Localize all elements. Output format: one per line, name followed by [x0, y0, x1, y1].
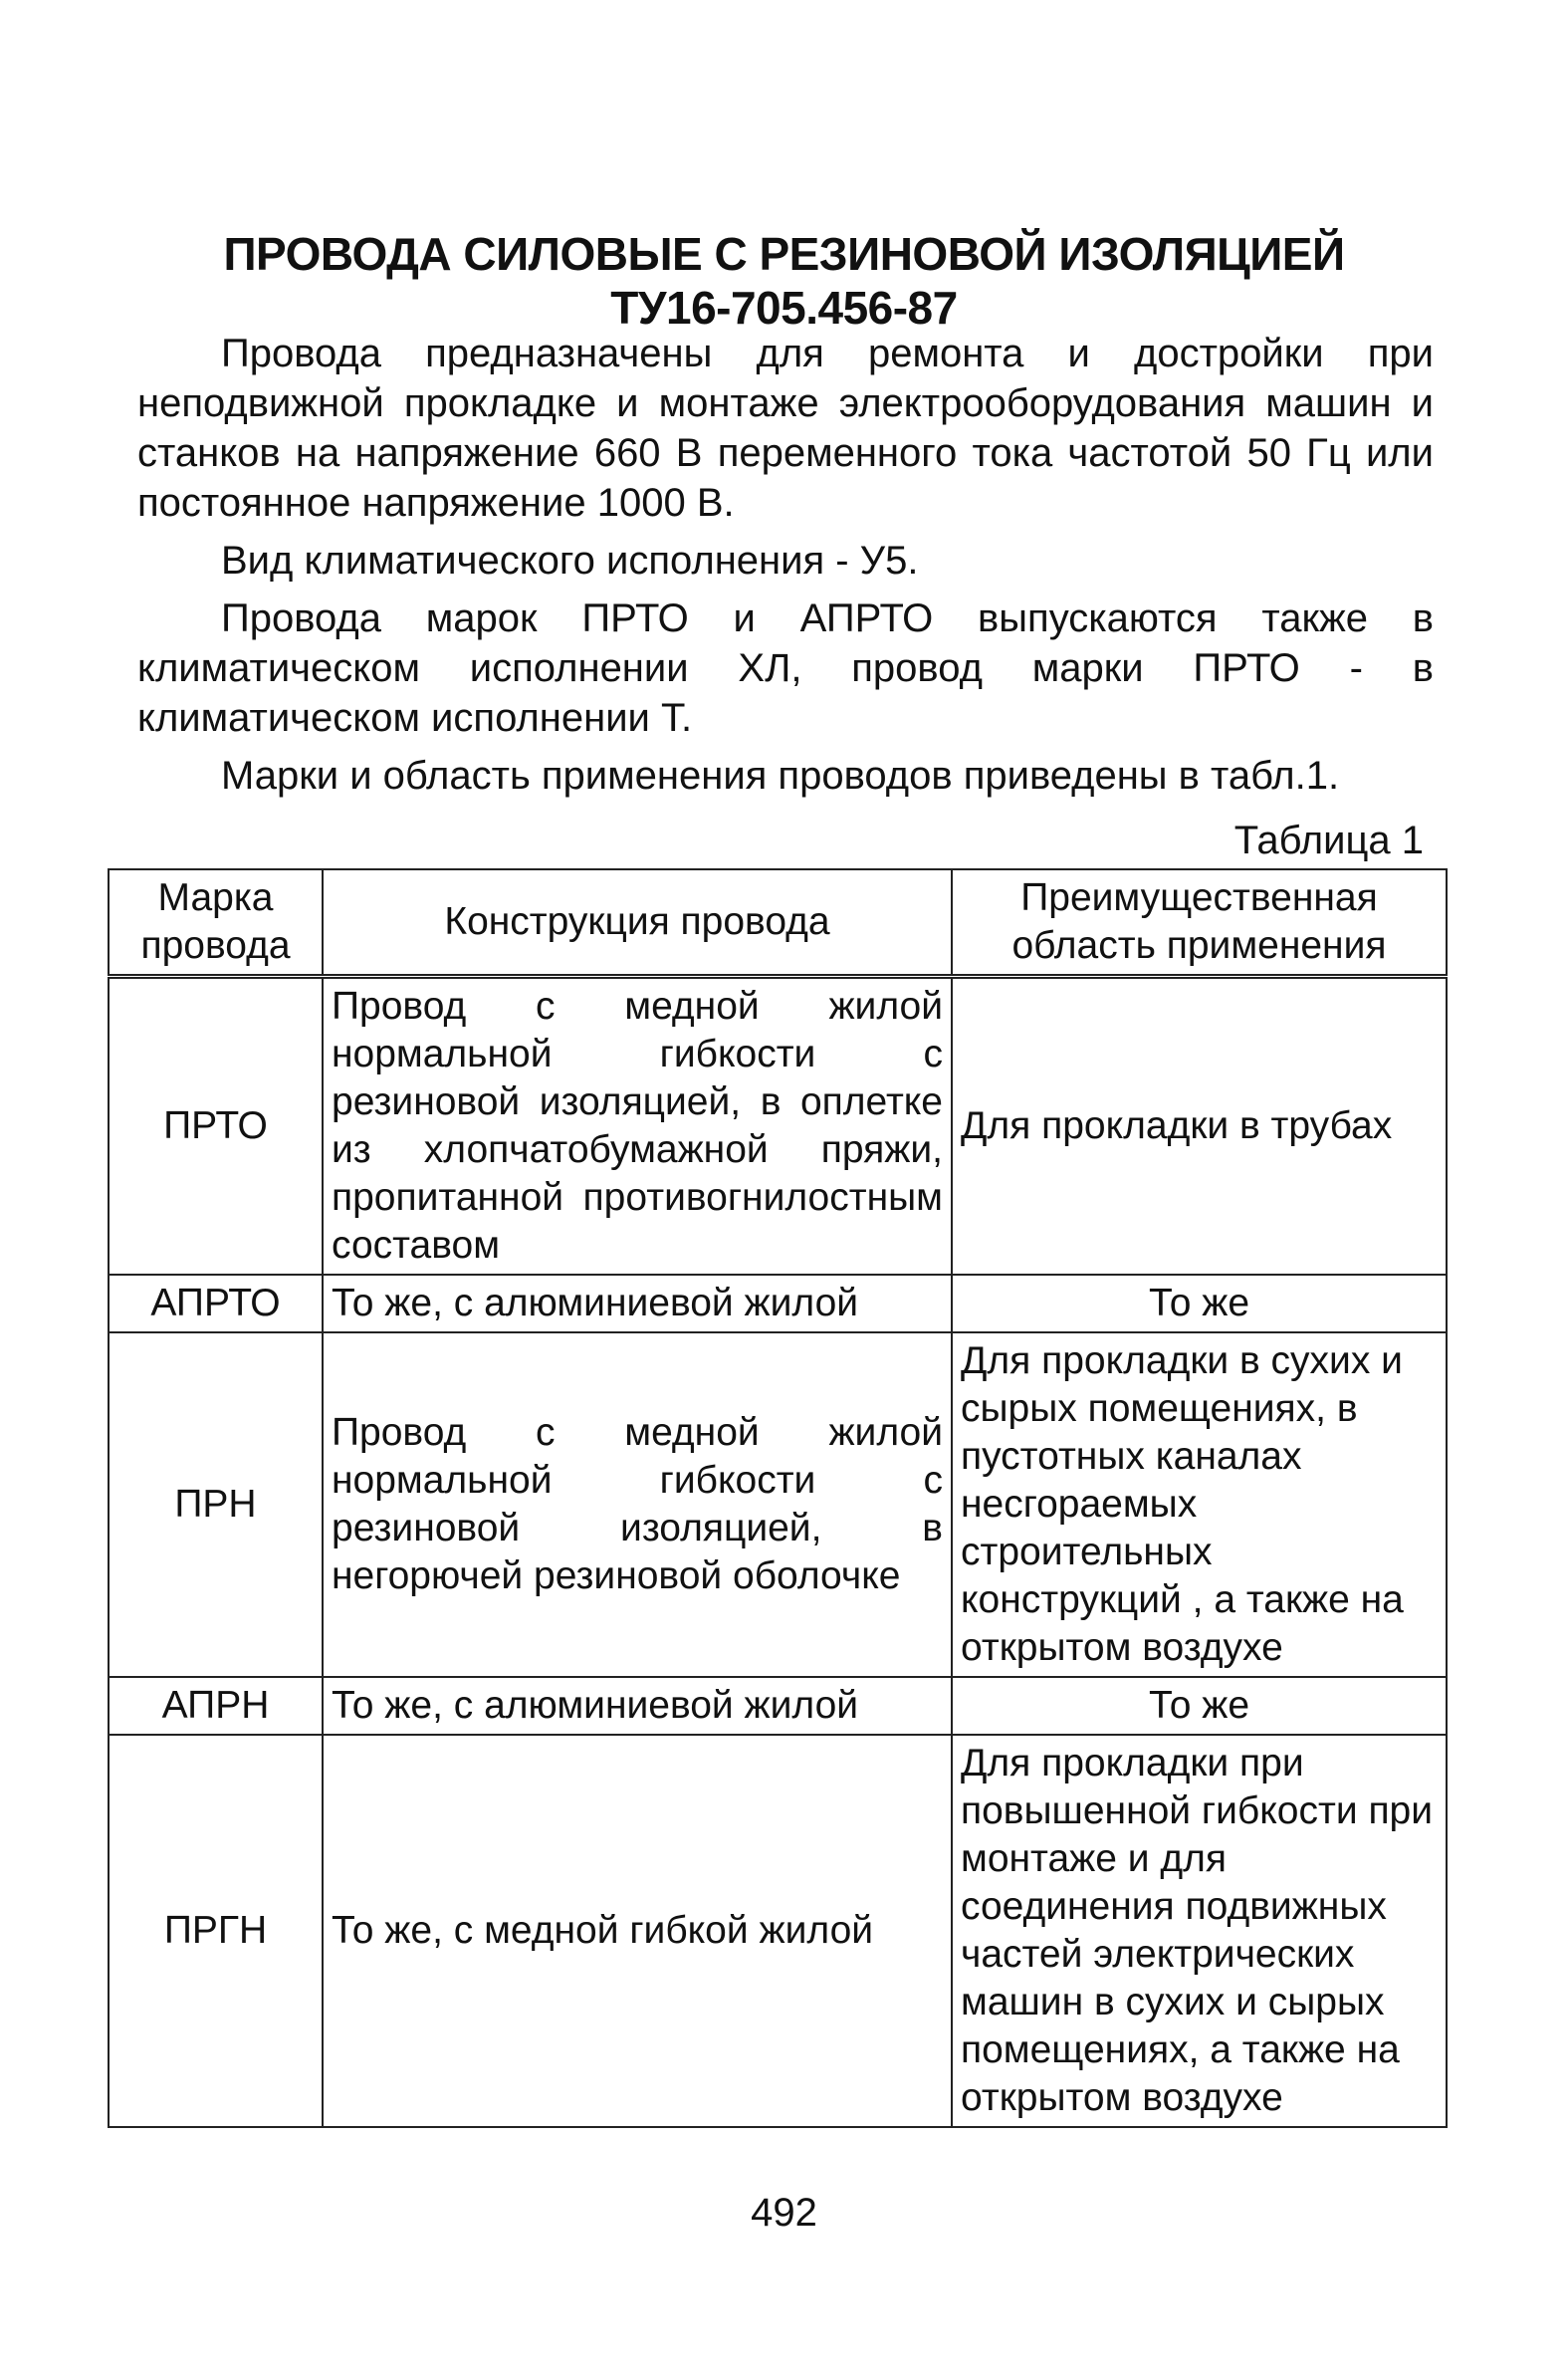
- page-number: 492: [751, 2191, 817, 2235]
- cell-area: То же: [952, 1275, 1447, 1332]
- cell-construction: То же, с алюминиевой жилой: [323, 1275, 952, 1332]
- table-row: [109, 1735, 1447, 2127]
- header-construction: Конструкция провода: [323, 869, 952, 977]
- table-row: [109, 1677, 1447, 1735]
- cell-construction: То же, с алюминиевой жилой: [323, 1677, 952, 1735]
- intro-paragraph-2: Вид климатического исполнения - У5.: [221, 539, 919, 583]
- table-caption: Таблица 1: [1233, 819, 1424, 862]
- table-header-row: [109, 869, 1447, 977]
- table-row: [109, 977, 1447, 1276]
- intro-paragraph-4: Марки и область применения проводов приведены в табл.1.: [221, 754, 1340, 798]
- wire-spec-table: [108, 868, 1448, 2128]
- header-area: Преимущественная область применения: [952, 869, 1447, 977]
- cell-area: То же: [952, 1677, 1447, 1735]
- cell-construction: Провод с медной жилой нормальной гибкости с резиновой изоляцией, в негорючей резиновой оболочке: [323, 1332, 952, 1677]
- intro-paragraph-1: Провода предназначены для ремонта и достройки при неподвижной прокладке и монтаже электрооборудования машин и станков на напряжение 660 В переменного тока частотой 50 Гц или постоянное напряжение 1000 В.: [137, 332, 1434, 525]
- cell-brand: АПРН: [109, 1677, 323, 1735]
- cell-construction: Провод с медной жилой нормальной гибкости с резиновой изоляцией, в оплетке из хлопчатобумажной пряжи, пропитанной противогнилостным составом: [323, 977, 952, 1276]
- header-brand: Марка провода: [109, 869, 323, 977]
- cell-area: Для прокладки в трубах: [952, 977, 1447, 1276]
- title-line-1: ПРОВОДА СИЛОВЫЕ С РЕЗИНОВОЙ ИЗОЛЯЦИЕЙ: [223, 228, 1345, 280]
- table-row: [109, 1275, 1447, 1332]
- cell-construction: То же, с медной гибкой жилой: [323, 1735, 952, 2127]
- cell-brand: ПРГН: [109, 1735, 323, 2127]
- document-title: [0, 227, 1568, 335]
- title-line-2: ТУ16-705.456-87: [610, 282, 958, 334]
- intro-text: [137, 329, 1434, 809]
- cell-brand: ПРТО: [109, 977, 323, 1276]
- cell-brand: АПРТО: [109, 1275, 323, 1332]
- intro-paragraph-3: Провода марок ПРТО и АПРТО выпускаются также в климатическом исполнении ХЛ, провод марки ПРТО - в климатическом исполнении Т.: [137, 596, 1434, 740]
- cell-area: Для прокладки в сухих и сырых помещениях, в пустотных каналах несгораемых строительных конструкций , а также на открытом воздухе: [952, 1332, 1447, 1677]
- table-row: [109, 1332, 1447, 1677]
- cell-area: Для прокладки при повышенной гибкости при монтаже и для соединения подвижных частей электрических машин в сухих и сырых помещениях, а также на открытом воздухе: [952, 1735, 1447, 2127]
- cell-brand: ПРН: [109, 1332, 323, 1677]
